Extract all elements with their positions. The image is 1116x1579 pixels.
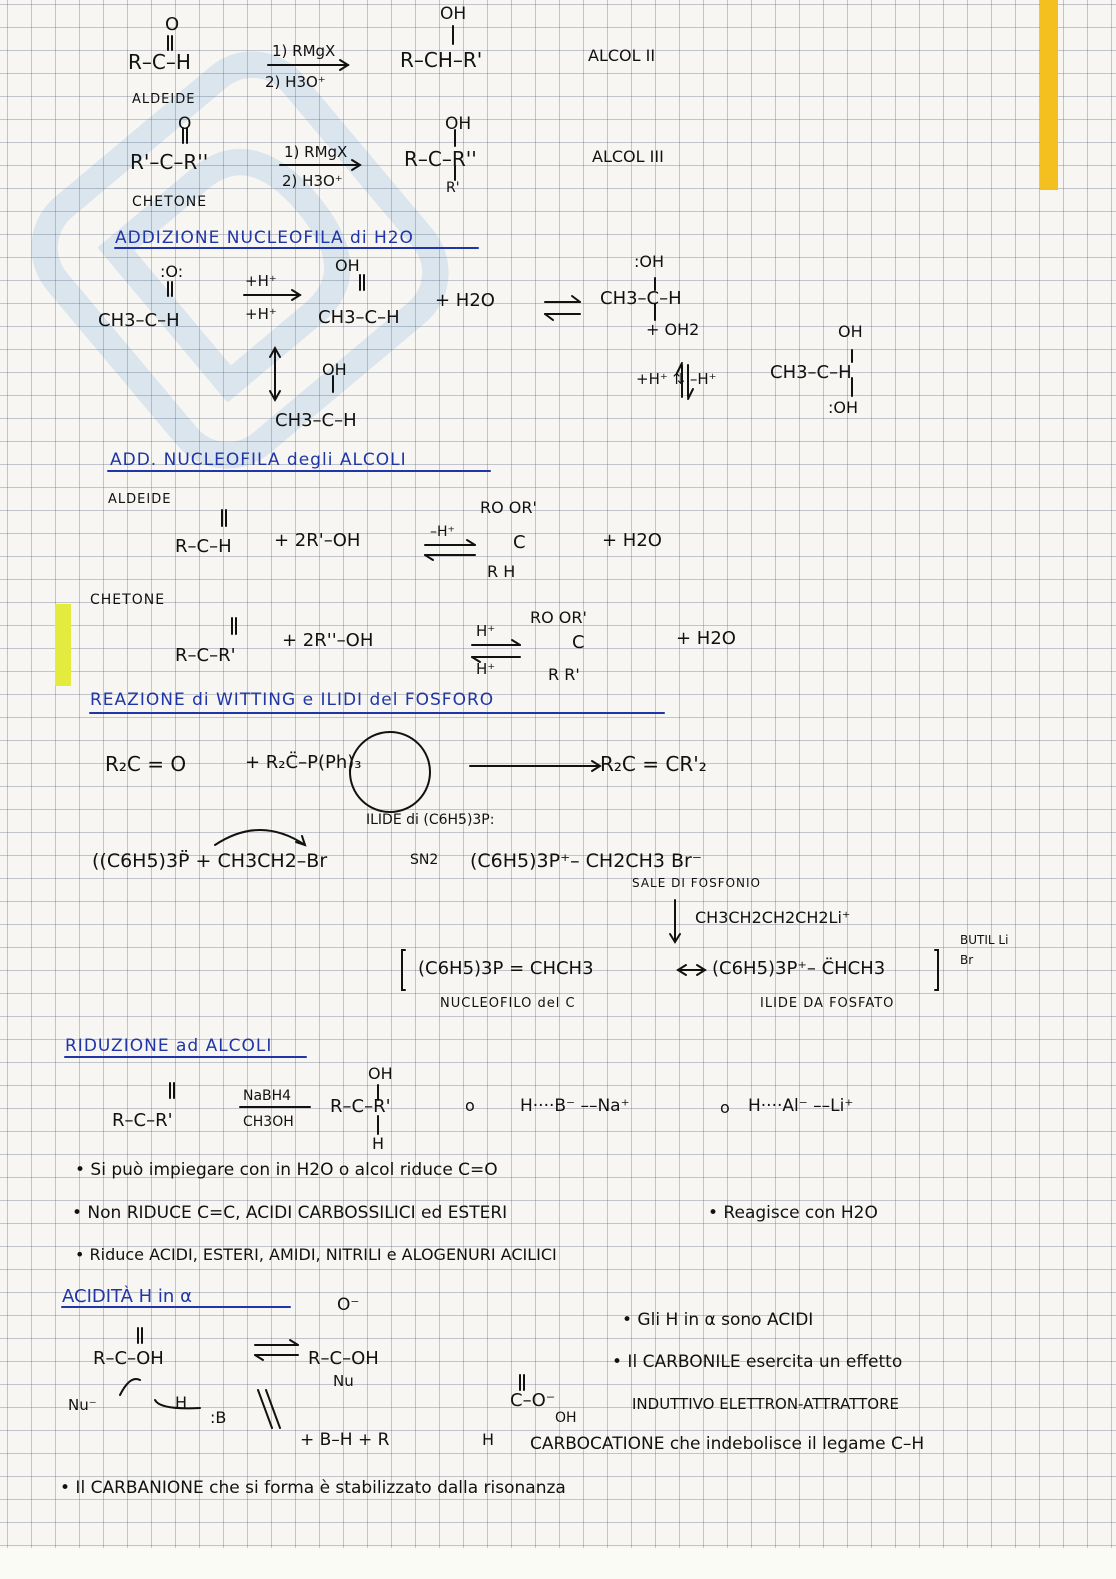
or-label: o [720,1098,730,1117]
note-line: • Il CARBONILE esercita un effetto [612,1352,903,1372]
ketal-substituents: R R' [548,665,580,684]
ketone-formula: R–C–R' [112,1110,173,1131]
gem-diol-top: OH [838,322,863,341]
gem-diol-bottom: :OH [828,398,859,417]
alcohol-reagent: + 2R''–OH [282,630,374,651]
carbonyl-oxygen: O [165,14,180,35]
aldehyde-formula: R–C–H [128,50,191,74]
reagent-line-1: 1) RMgX [272,42,336,60]
tetrahedral-intermediate: R–C–OH [308,1348,379,1369]
reagent-line-1: NaBH4 [243,1088,292,1104]
water-reagent: + H2O [435,290,495,311]
phosphonium-label: SALE DI FOSFONIO [632,876,761,890]
sodium-borohydride: H····B⁻ ––Na⁺ [520,1096,630,1116]
note-line: • Reagisce con H2O [708,1203,878,1223]
ylide-formula: + R₂C̈–P(Ph)₃ [245,752,362,773]
section-title: RIDUZIONE ad ALCOLI [65,1036,273,1056]
product-oh: OH [445,114,472,134]
ketal-substituents: RO OR' [530,608,587,627]
or-label: o [465,1096,475,1115]
side-note: BUTIL Li Br [960,933,1009,967]
intermediate-top: :OH [634,252,665,271]
carboxylic-acid: R–C–OH [93,1348,164,1369]
intermediate-formula: CH3–C–H [600,288,682,309]
arrow-label: H⁺ [476,622,496,640]
base-reagent: CH3CH2CH2CH2Li⁺ [695,908,851,927]
byproducts: + B–H + R [300,1430,390,1450]
protonation-label: +H⁺ [245,305,277,323]
product-r-group: R' [446,180,460,196]
phosphine-reaction: ((C6H5)3P̈ + CH3CH2–Br [92,850,328,872]
alpha-hydrogen: H [175,1393,188,1412]
deprotonation-label: +H⁺ ⇅ –H⁺ [636,370,717,388]
note-line: INDUTTIVO ELETTRON-ATTRATTORE [632,1395,899,1413]
product-oh: OH [368,1064,393,1083]
base: :B [210,1408,227,1427]
alcohol-product: R–C–R' [330,1096,391,1117]
alcohol-reagent: + 2R'–OH [274,530,361,551]
nucleophile: Nu [333,1372,354,1390]
nucleophile: Nu⁻ [68,1396,97,1414]
note-line: • Non RIDUCE C=C, ACIDI CARBOSSILICI ed ESTERI [72,1203,508,1223]
acetal-carbon: C [513,532,526,553]
aldehyde-label: ALDEIDE [132,92,196,107]
note-line: • Si può impiegare con in H2O o alcol riduce C=O [75,1160,498,1180]
alcohol-class-label: ALCOL II [588,46,656,65]
water-byproduct: + H2O [676,628,736,649]
carboxylate-oh: OH [555,1410,577,1426]
carboxylate-formula: C–O⁻ [510,1390,556,1411]
resonance-right: (C6H5)3P⁺– C̈HCH3 [712,958,886,979]
secondary-alcohol-formula: R–CH–R' [400,48,483,72]
ketone-label: CHETONE [90,592,166,608]
gem-diol-formula: CH3–C–H [770,362,852,383]
phosphonium-salt: (C6H5)3P⁺– CH2CH3 Br⁻ [470,850,702,872]
resonance-left: (C6H5)3P = CHCH3 [418,958,594,979]
note-line: CARBOCATIONE che indebolisce il legame C–H [530,1434,925,1454]
intermediate-bottom: + OH2 [646,320,700,339]
carboxylate-h: H [482,1430,495,1449]
product-oh: OH [440,4,467,24]
oxocarbenium-formula: CH3–C–H [318,307,400,328]
carbonyl-oxygen: O [178,114,192,134]
section-title: REAZIONE di WITTING e ILIDI del FOSFORO [90,690,495,710]
ylide-label: ILIDE di (C6H5)3P: [366,812,495,828]
lithium-aluminium-hydride: H····Al⁻ ––Li⁺ [748,1096,854,1116]
ketone-formula: R'–C–R'' [130,150,209,174]
carbonyl-oxygen: :O: [160,262,184,281]
reagent-line-2: 2) H3O⁺ [282,172,343,190]
aldehyde-label: ALDEIDE [108,492,172,507]
resonance-right-label: ILIDE DA FOSFATO [760,996,895,1011]
sn2-label: SN2 [410,852,439,868]
section-title: ADDIZIONE NUCLEOFILA di H2O [115,228,414,248]
aldehyde-formula: R–C–H [175,536,232,557]
carbonyl-formula: R₂C = O [105,752,187,776]
oxocarbenium-oh: OH [335,256,360,275]
water-byproduct: + H2O [602,530,662,551]
section-title: ADD. NUCLEOFILA degli ALCOLI [110,450,407,470]
section-title: ACIDITÀ H in α [62,1286,192,1307]
acetal-substituents: RO OR' [480,498,537,517]
arrow-label: –H⁺ [430,524,455,540]
reagent-line-1: 1) RMgX [284,143,348,161]
ketone-formula: R–C–R' [175,645,236,666]
tertiary-alcohol-formula: R–C–R'' [404,147,477,171]
note-line: • Riduce ACIDI, ESTERI, AMIDI, NITRILI e ALOGENURI ACILICI [75,1245,557,1264]
anion-oxygen: O⁻ [337,1295,360,1315]
reagent-line-2: 2) H3O⁺ [265,73,326,91]
alkene-product: R₂C = CR'₂ [600,752,707,776]
ketone-label: CHETONE [132,194,208,210]
carbocation-formula: CH3–C–H [275,410,357,431]
acetaldehyde-formula: CH3–C–H [98,310,180,331]
carbocation-oh: OH [322,360,347,379]
product-h: H [372,1134,385,1153]
reagent-line-2: CH3OH [243,1114,294,1130]
acetal-substituents: R H [487,562,516,581]
alcohol-class-label: ALCOL III [592,147,664,166]
protonation-label: +H⁺ [245,272,277,290]
resonance-left-label: NUCLEOFILO del C [440,996,576,1011]
note-line: • Gli H in α sono ACIDI [622,1310,814,1330]
arrow-label: H⁺ [476,660,496,678]
ketal-carbon: C [572,632,585,653]
note-line: • Il CARBANIONE che si forma è stabilizzato dalla risonanza [60,1478,566,1498]
